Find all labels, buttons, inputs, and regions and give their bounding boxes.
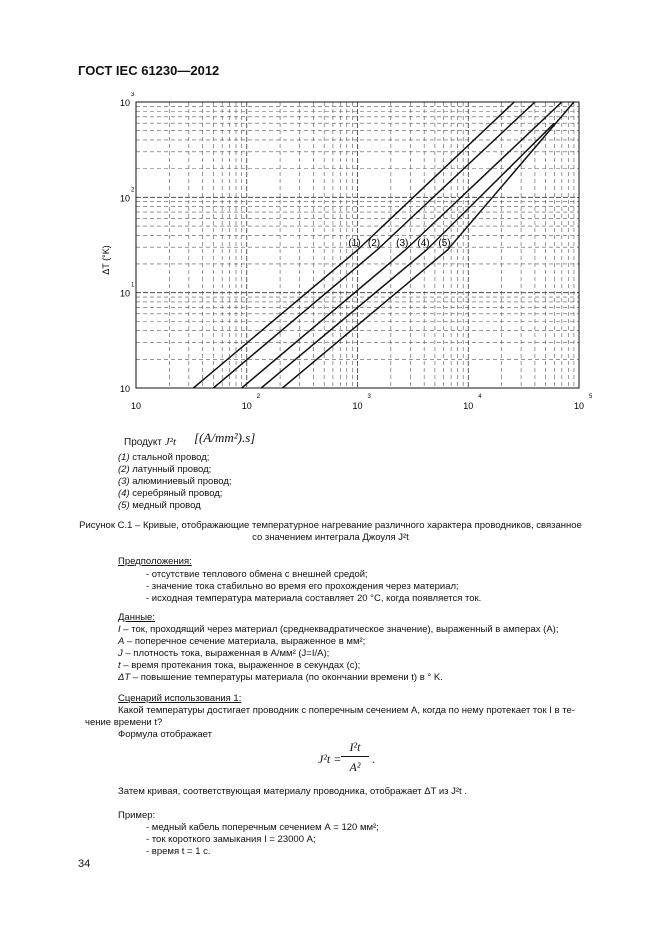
figure-caption-line1: Рисунок С.1 – Кривые, отображающие температурное нагревание различного характера проводников, связанное xyxy=(79,520,582,531)
chart-curves xyxy=(193,102,574,388)
scenario-question-line2: чение времени t? xyxy=(85,717,163,728)
curve-4 xyxy=(261,123,554,388)
y-tick-exponent: 1 xyxy=(131,282,135,289)
document-header: ГОСТ IEC 61230—2012 xyxy=(78,63,220,78)
example-item: - время t = 1 с. xyxy=(146,846,211,857)
formula-fraction-line xyxy=(341,756,369,757)
data-line: J – плотность тока, выраженная в А/мм² (J=I/A); xyxy=(118,648,330,659)
chart-x-ticks xyxy=(131,394,593,411)
x-tick-exponent: 3 xyxy=(367,394,371,400)
curve-label-3: (3) xyxy=(396,238,409,250)
conclusion-text: Затем кривая, соответствующая материалу проводника, отображает ΔT из J²t . xyxy=(118,786,467,797)
x-tick-label: 10 xyxy=(573,401,585,411)
chart-y-ticks xyxy=(120,92,135,394)
data-line: I – ток, проходящий через материал (среднеквадратическое значение), выраженный в амперах (А); xyxy=(118,624,559,635)
x-tick-label: 10 xyxy=(241,401,252,411)
curve-label-4: (4) xyxy=(417,238,430,250)
formula-denominator: A² xyxy=(349,760,361,774)
y-tick-label: 10 xyxy=(119,98,130,108)
x-tick-label: 10 xyxy=(130,401,142,411)
curve-label-2: (2) xyxy=(367,238,381,250)
curve-label-1: (1) xyxy=(348,238,361,250)
example-item: - медный кабель поперечным сечением А = 120 мм²; xyxy=(146,822,379,833)
legend-item: (3) алюминиевый провод; xyxy=(118,476,232,487)
x-tick-label: 10 xyxy=(463,401,474,411)
y-tick-label: 10 xyxy=(119,288,130,299)
legend-list xyxy=(118,452,232,512)
data-line: A – поперечное сечение материала, выраженное в мм²; xyxy=(118,636,366,647)
x-tick-exponent: 2 xyxy=(256,394,261,400)
assumption-item: - исходная температура материала составляет 20 °С, когда появляется ток. xyxy=(146,593,482,604)
legend-item: (1) стальной провод; xyxy=(118,452,210,463)
example-list xyxy=(146,822,379,858)
legend-item: (5) медный провод xyxy=(118,500,201,511)
formula-intro: Формула отображает xyxy=(118,729,213,740)
y-tick-label: 10 xyxy=(119,193,130,204)
scenario-question-line1: Какой температуры достигает проводник с поперечным сечением A, когда по нему протекает ток I в те- xyxy=(118,705,575,716)
assumption-item: - значение тока стабильно во время его прохождения через материал; xyxy=(146,581,459,592)
example-item: - ток короткого замыкания I = 23000 А; xyxy=(146,834,316,845)
units-formula: [(A/mm²).s] xyxy=(194,430,256,445)
data-title: Данные: xyxy=(118,612,155,623)
figure-caption-line2: со значением интеграла Джоуля J²t xyxy=(252,532,409,543)
y-tick-exponent: 2 xyxy=(131,187,135,194)
data-list xyxy=(118,624,558,684)
data-line: t – время протекания тока, выраженное в секундах (с); xyxy=(118,660,361,671)
assumption-item: - отсутствие теплового обмена с внешней средой; xyxy=(146,569,368,580)
example-title: Пример: xyxy=(118,810,156,821)
y-tick-exponent: 3 xyxy=(131,92,135,98)
legend-item: (2) латунный провод; xyxy=(118,464,212,475)
formula-lhs: J²t = xyxy=(318,752,342,766)
x-tick-exponent: 5 xyxy=(589,394,593,400)
assumptions-title: Предположения: xyxy=(118,556,192,567)
formula-period: . xyxy=(372,752,375,766)
x-tick-exponent: 4 xyxy=(478,394,482,400)
curve-label-5: (5) xyxy=(438,238,451,250)
scenario-title: Сценарий использования 1: xyxy=(118,693,242,704)
chart-y-axis-label: ΔT (°K) xyxy=(101,245,111,275)
temperature-chart xyxy=(95,92,605,422)
page-number: 34 xyxy=(78,858,91,870)
y-tick-label: 10 xyxy=(119,384,130,394)
formula-numerator: I²t xyxy=(349,740,361,754)
x-tick-label: 10 xyxy=(352,401,363,411)
data-line: ΔT – повышение температуры материала (по окончании времени t) в ° K. xyxy=(118,672,443,683)
product-label: Продукт xyxy=(124,437,162,448)
legend-item: (4) серебряный провод; xyxy=(118,488,223,499)
product-formula: J²t xyxy=(164,436,177,448)
assumptions-list xyxy=(146,569,481,605)
